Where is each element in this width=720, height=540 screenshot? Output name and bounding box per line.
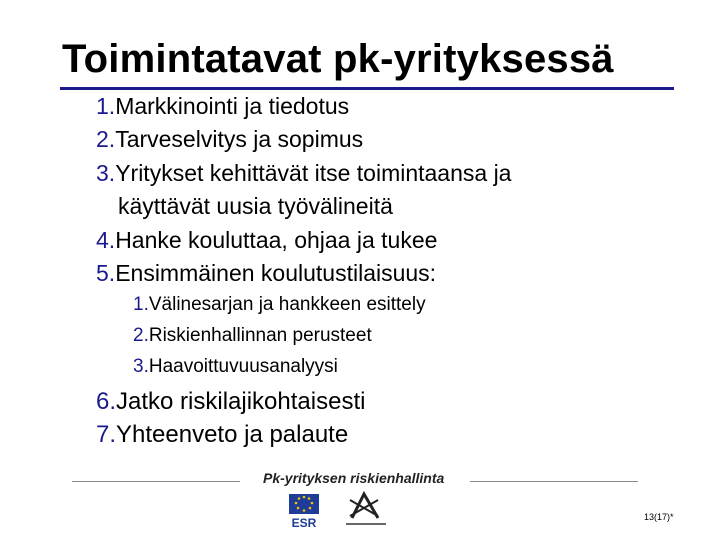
esr-logo	[284, 492, 334, 530]
list-item	[96, 388, 365, 416]
list-number: 5.	[96, 260, 116, 286]
list-text: Yritykset kehittävät itse toimintaansa ja	[115, 160, 512, 186]
list-item	[96, 159, 511, 187]
list-text: Yhteenveto ja palaute	[116, 421, 349, 448]
list-text: Haavoittuvuusanalyysi	[148, 356, 338, 377]
list-item	[96, 421, 348, 449]
list-text: Jatko riskilajikohtaisesti	[116, 388, 366, 415]
list-item-continuation	[118, 192, 393, 220]
list-number: 1.	[96, 93, 116, 119]
esr-label: ESR	[291, 516, 317, 530]
list-item	[96, 259, 436, 287]
list-number: 3.	[133, 356, 149, 377]
list-item	[96, 92, 349, 120]
list-text: Välinesarjan ja hankkeen esittely	[148, 294, 426, 315]
list-number: 2.	[133, 325, 149, 346]
list-item	[96, 125, 363, 153]
list-text: Ensimmäinen koulutustilaisuus:	[115, 260, 437, 286]
sub-list-item	[133, 293, 426, 317]
list-text: Tarveselvitys ja sopimus	[115, 126, 364, 152]
list-item	[96, 226, 437, 254]
footer-divider-left	[72, 481, 240, 482]
list-text: Hanke kouluttaa, ohjaa ja tukee	[115, 227, 438, 253]
list-number: 1.	[133, 294, 149, 315]
ministry-logo	[338, 490, 394, 530]
slide-title: Toimintatavat pk-yrityksessä	[62, 37, 614, 81]
list-text: Markkinointi ja tiedotus	[115, 93, 350, 119]
sub-list-item	[133, 355, 338, 379]
list-text: Riskienhallinnan perusteet	[148, 325, 372, 346]
list-text: käyttävät uusia työvälineitä	[118, 193, 393, 219]
list-number: 3.	[96, 160, 116, 186]
footer-divider-right	[470, 481, 638, 482]
footer-title: Pk-yrityksen riskienhallinta	[263, 470, 445, 486]
list-number: 7.	[96, 421, 117, 448]
list-number: 2.	[96, 126, 116, 152]
page-number: 13(17)*	[644, 512, 674, 522]
title-underline	[60, 87, 674, 90]
list-number: 4.	[96, 227, 116, 253]
list-number: 6.	[96, 388, 117, 415]
sub-list-item	[133, 324, 372, 348]
